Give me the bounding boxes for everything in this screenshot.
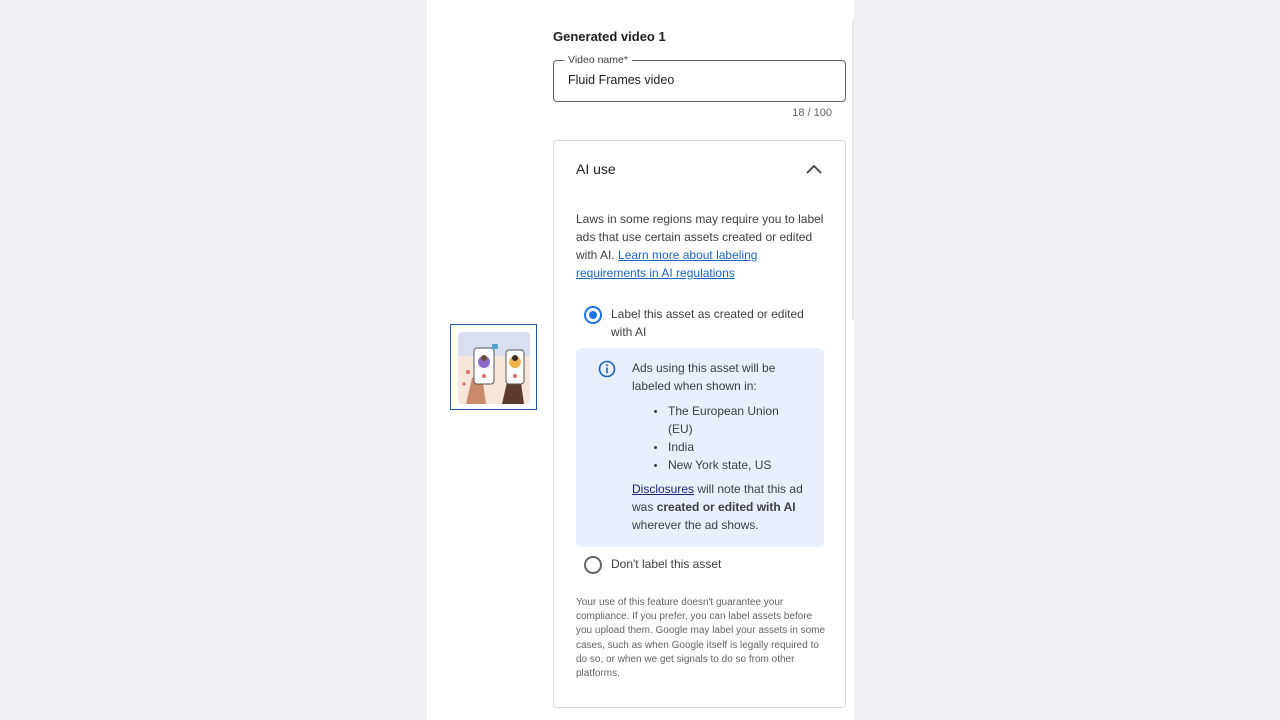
- character-counter: 18 / 100: [792, 107, 832, 119]
- intro-text: Laws in some regions may require you to label ads that use certain assets created or edited with AI.: [576, 212, 824, 262]
- list-item: India: [654, 438, 794, 456]
- ai-use-intro: [576, 210, 828, 282]
- compliance-disclaimer: Your use of this feature doesn't guarantee your compliance. If you prefer, you can label assets before you upload them. Google may label your assets in some cases, such as when Google itself is legally required to do so, or when we get signals to do so from other platforms.: [576, 597, 826, 680]
- ai-use-header[interactable]: [554, 141, 845, 197]
- radio-unselected-icon[interactable]: [584, 556, 602, 574]
- video-name-input[interactable]: [568, 73, 828, 87]
- label-info-box: [576, 348, 824, 547]
- ai-use-card: [553, 140, 846, 708]
- disclosure-note: [632, 480, 812, 534]
- list-item: The European Union (EU): [654, 402, 794, 438]
- video-name-label: Video name*: [564, 54, 632, 66]
- disclosures-link[interactable]: Disclosures: [632, 482, 695, 496]
- radio-label-asset-text: Label this asset as created or edited with AI: [611, 307, 804, 339]
- info-text: Ads using this asset will be labeled when shown in:: [632, 361, 776, 393]
- disclosure-end-text: wherever the ad shows.: [632, 518, 759, 532]
- region-list: [654, 402, 794, 474]
- scrollbar[interactable]: [852, 20, 854, 320]
- disclosure-bold-text: created or edited with AI: [656, 500, 796, 514]
- list-item: New York state, US: [654, 456, 794, 474]
- radio-selected-icon[interactable]: [584, 306, 602, 324]
- chevron-up-icon[interactable]: [805, 162, 823, 176]
- info-icon: [598, 360, 616, 378]
- radio-dont-label-text: Don't label this asset: [611, 557, 722, 571]
- video-thumbnail[interactable]: [450, 324, 537, 410]
- section-title: Generated video 1: [553, 29, 666, 44]
- learn-more-link[interactable]: Learn more about labeling requirements in AI regulations: [576, 248, 758, 280]
- thumbnail-illustration: [458, 332, 530, 404]
- video-name-field[interactable]: [553, 54, 846, 102]
- ai-use-title: AI use: [576, 161, 616, 177]
- disclosure-text: will note that this ad was: [632, 482, 803, 514]
